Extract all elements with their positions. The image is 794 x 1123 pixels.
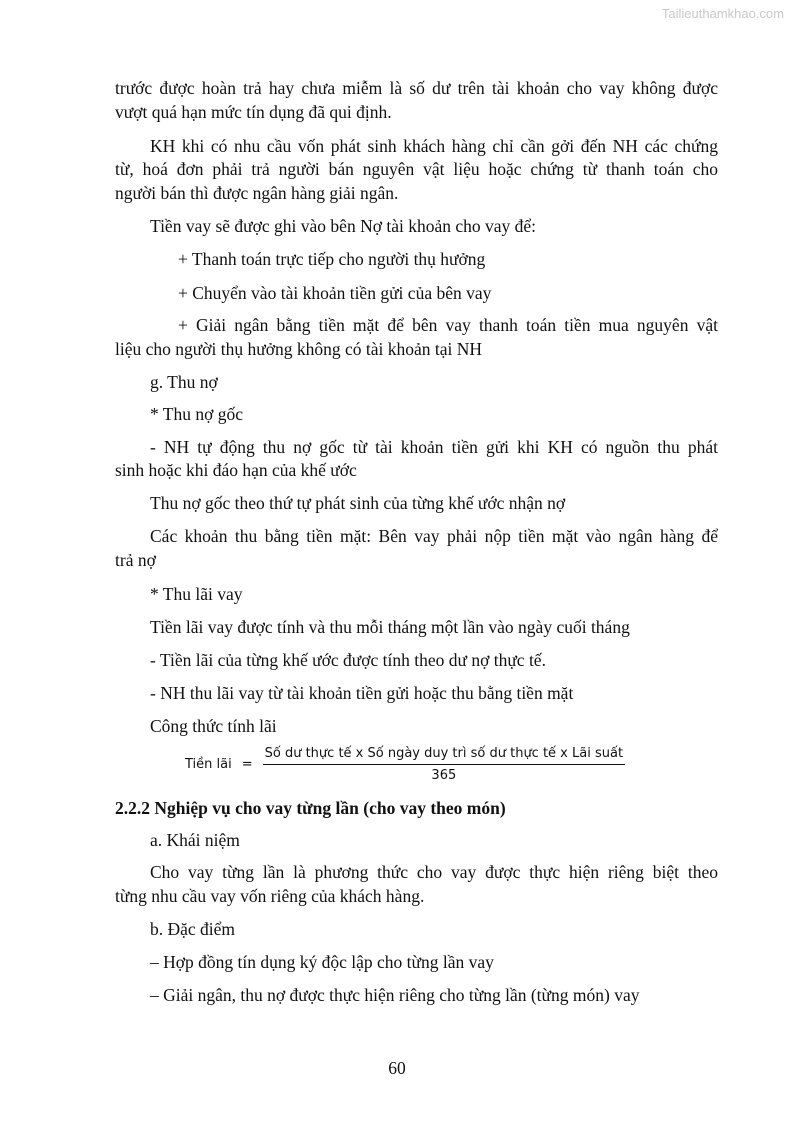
text-line: Công thức tính lãi bbox=[150, 716, 277, 736]
formula-fraction bbox=[263, 746, 625, 783]
text-line: từng nhu cầu vay vốn riêng của khách hàng. bbox=[115, 886, 425, 906]
text-line: Các khoản thu bằng tiền mặt: Bên vay phải nộp tiền mặt vào ngân hàng để bbox=[150, 526, 718, 546]
interest-formula bbox=[185, 746, 625, 783]
page-number: 60 bbox=[388, 1058, 406, 1078]
text-line: - NH tự động thu nợ gốc từ tài khoản tiền gửi khi KH có nguồn thu phát bbox=[150, 437, 718, 457]
text-line: g. Thu nợ bbox=[150, 372, 218, 392]
text-line: * Thu lãi vay bbox=[150, 584, 243, 604]
text-line: Tiền lãi vay được tính và thu mỗi tháng một lần vào ngày cuối tháng bbox=[150, 617, 630, 637]
text-line: sinh hoặc khi đáo hạn của khế ước bbox=[115, 460, 357, 480]
formula-denominator: 365 bbox=[431, 768, 457, 783]
formula-equals: = bbox=[241, 757, 253, 772]
text-line: liệu cho người thụ hưởng không có tài khoản tại NH bbox=[115, 339, 483, 359]
text-line: – Giải ngân, thu nợ được thực hiện riêng cho từng lần (từng món) vay bbox=[150, 985, 640, 1005]
text-line: trước được hoàn trả hay chưa miễm là số dư trên tài khoản cho vay không được bbox=[115, 78, 718, 98]
text-line: vượt quá hạn mức tín dụng đã qui định. bbox=[115, 102, 392, 122]
text-line: b. Đặc điểm bbox=[150, 919, 236, 939]
text-line: Cho vay từng lần là phương thức cho vay được thực hiện riêng biệt theo bbox=[150, 862, 718, 882]
formula-lhs: Tiền lãi bbox=[185, 757, 232, 772]
text-line: + Chuyển vào tài khoản tiền gửi của bên vay bbox=[178, 283, 492, 303]
text-line: trả nợ bbox=[115, 550, 156, 570]
text-line: + Thanh toán trực tiếp cho người thụ hưởng bbox=[178, 249, 486, 269]
text-line: Tiền vay sẽ được ghi vào bên Nợ tài khoản cho vay để: bbox=[150, 216, 537, 236]
text-line: - Tiền lãi của từng khế ước được tính theo dư nợ thực tế. bbox=[150, 650, 546, 670]
text-line: - NH thu lãi vay từ tài khoản tiền gửi hoặc thu bằng tiền mặt bbox=[150, 683, 574, 703]
text-line: a. Khái niệm bbox=[150, 830, 240, 850]
text-line: Thu nợ gốc theo thứ tự phát sinh của từng khế ước nhận nợ bbox=[150, 493, 566, 513]
text-line: + Giải ngân bằng tiền mặt để bên vay thanh toán tiền mua nguyên vật bbox=[178, 315, 718, 335]
text-line: – Hợp đồng tín dụng ký độc lập cho từng lần vay bbox=[150, 952, 494, 972]
text-line: * Thu nợ gốc bbox=[150, 404, 244, 424]
text-line: người bán thì được ngân hàng giải ngân. bbox=[115, 183, 399, 203]
text-line: KH khi có nhu cầu vốn phát sinh khách hàng chỉ cần gởi đến NH các chứng bbox=[150, 136, 718, 156]
section-heading: 2.2.2 Nghiệp vụ cho vay từng lần (cho vay theo món) bbox=[115, 798, 506, 818]
formula-numerator: Số dư thực tế x Số ngày duy trì số dư thực tế x Lãi suất bbox=[263, 746, 625, 765]
text-line: từ, hoá đơn phải trả người bán nguyên vật liệu hoặc chứng từ thanh toán cho bbox=[115, 159, 718, 179]
watermark: Tailieuthamkhao.com bbox=[661, 6, 784, 21]
